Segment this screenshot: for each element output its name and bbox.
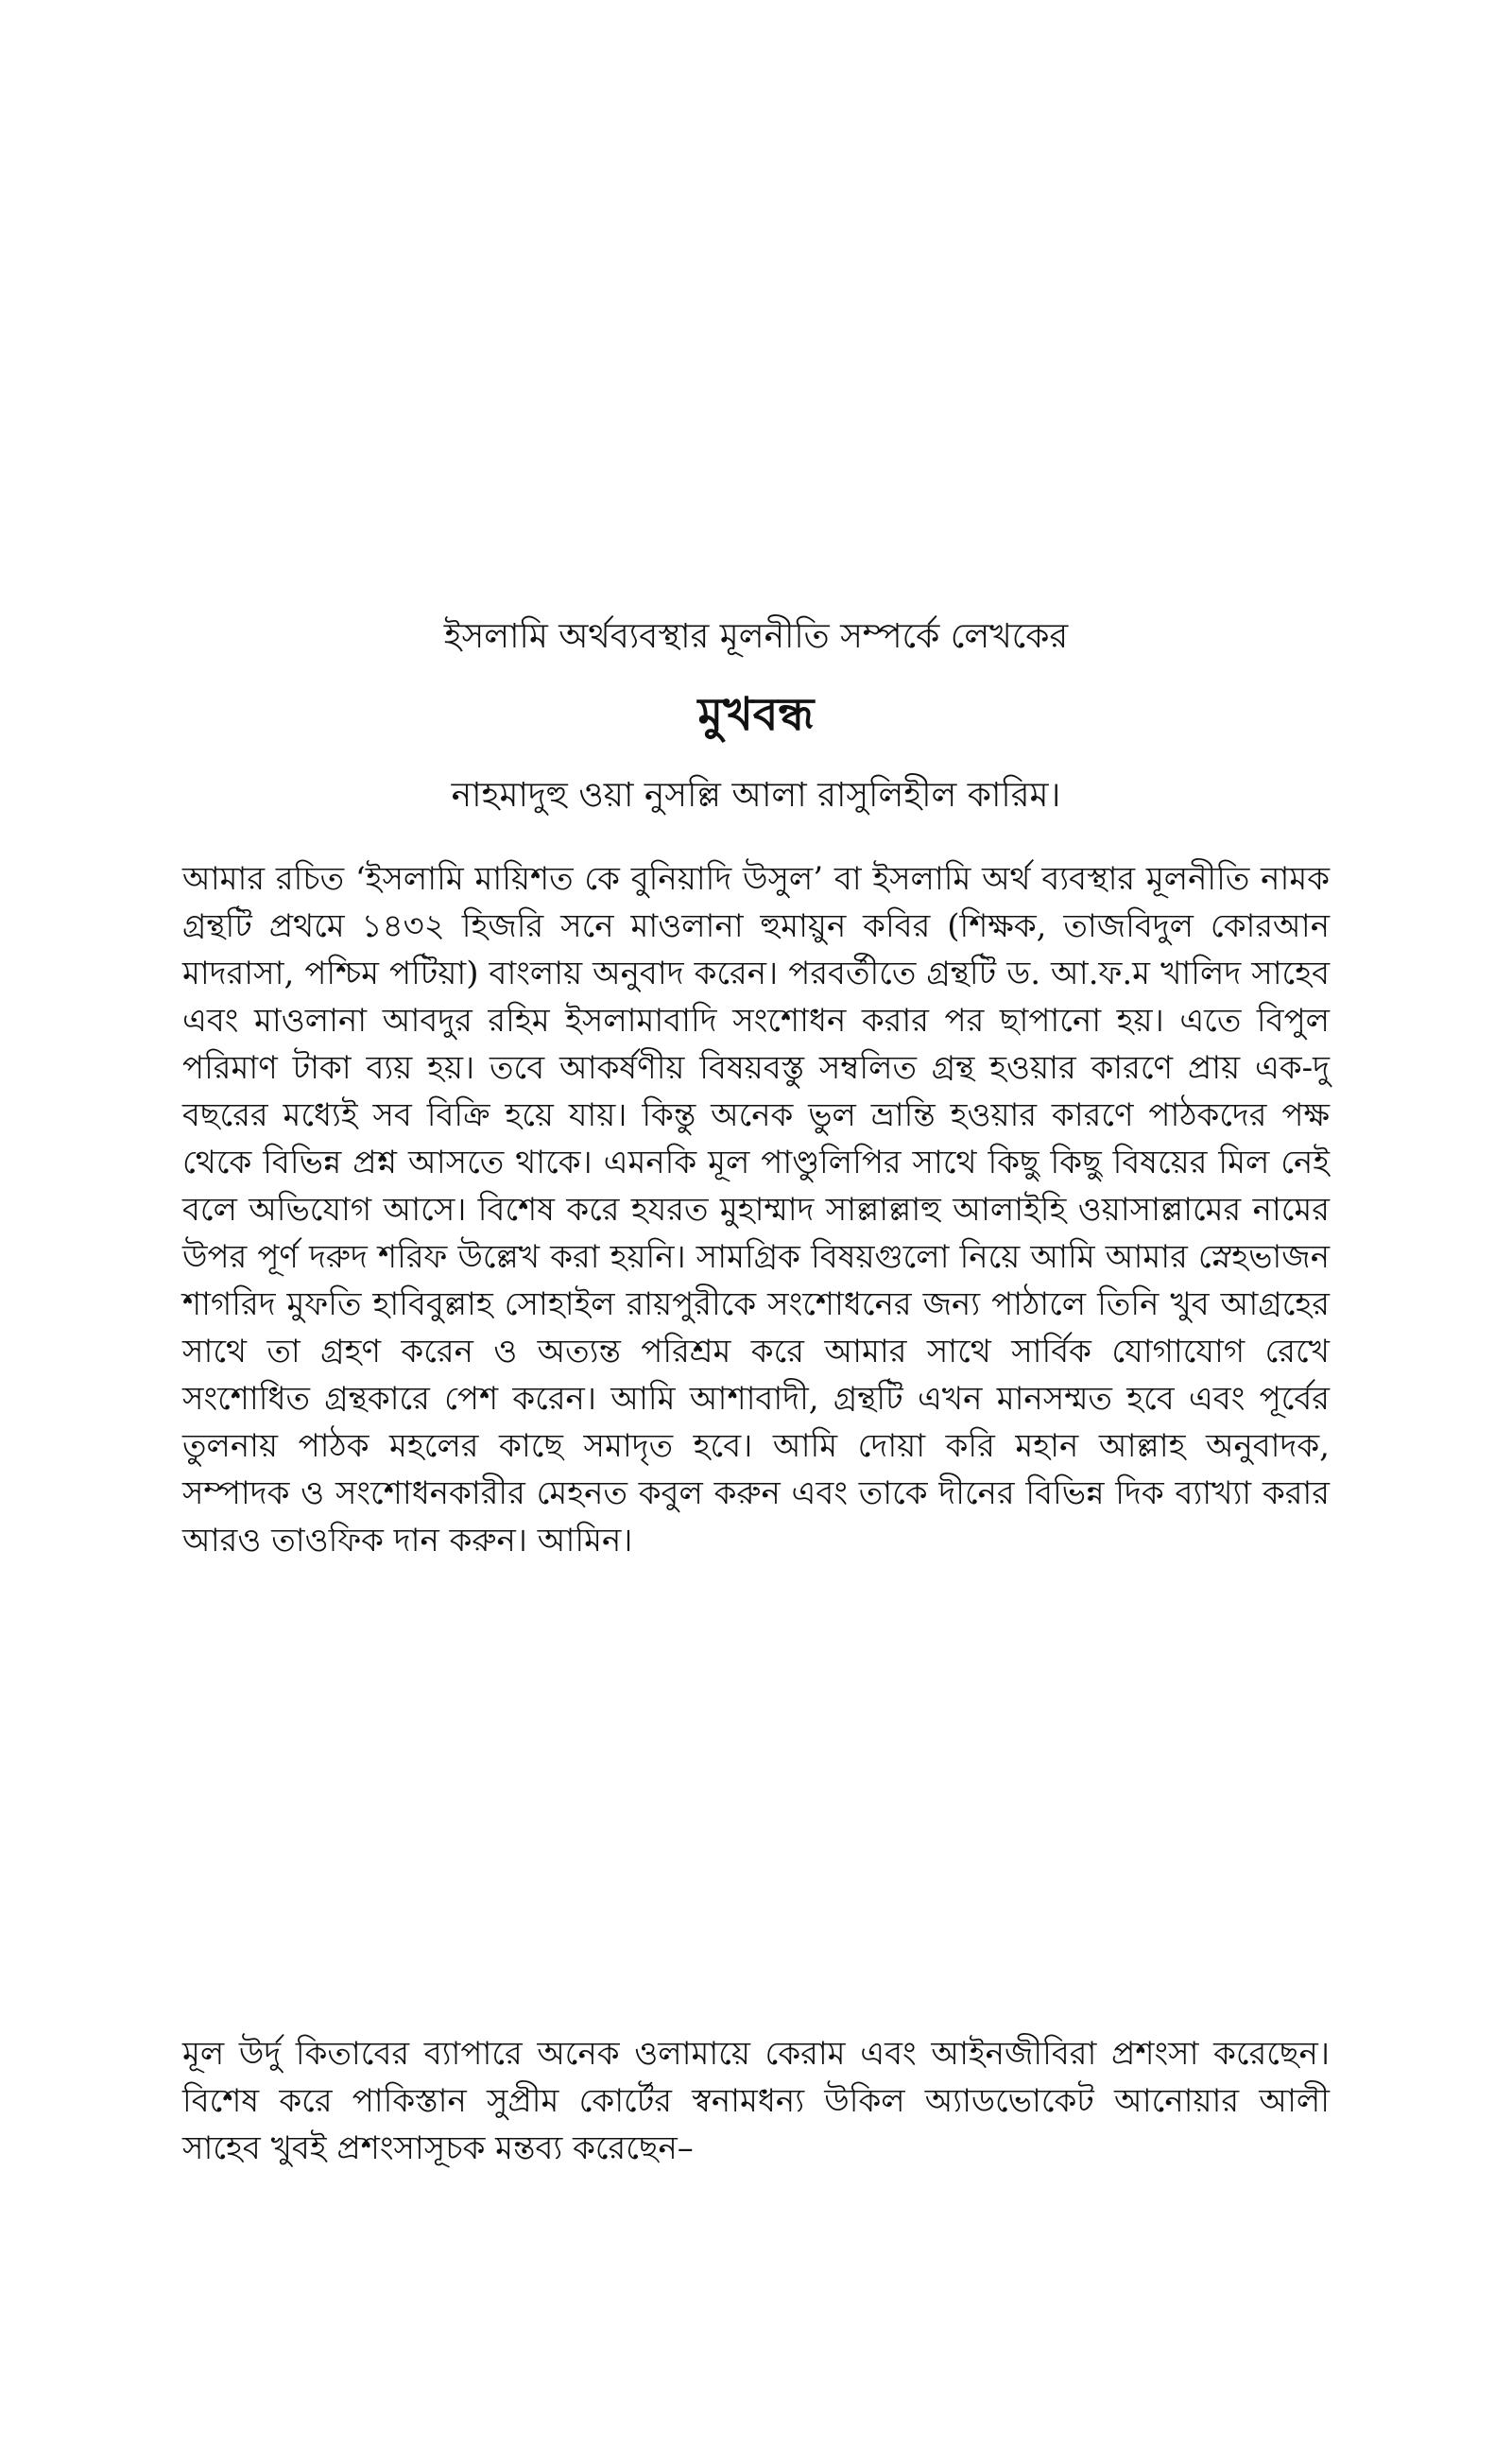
body-paragraph-1: আমার রচিত ‘ইসলামি মায়িশত কে বুনিয়াদি উসুল’ বা ইসলামি অর্থ ব্যবস্থার মূলনীতি নামক গ্রন্থটি প্রথমে ১৪৩২ হিজরি সনে মাওলানা হুমায়ুন কবির (শিক্ষক, তাজবিদুল কোরআন মাদরাসা, পশ্চিম পটিয়া) বাংলায় অনুবাদ করেন। পরবর্তীতে গ্রন্থটি ড. আ.ফ.ম খালিদ সাহেব এবং মাওলানা আবদুর রহিম ইসলামাবাদি সংশোধন করার পর ছাপানো হয়। এতে বিপুল পরিমাণ টাকা ব্যয় হয়। তবে আকর্ষণীয় বিষয়বস্তু সম্বলিত গ্রন্থ হওয়ার কারণে প্রায় এক-দু বছরের মধ্যেই সব বিক্রি হয়ে যায়। কিন্তু অনেক ভুল ভ্রান্তি হওয়ার কারণে পাঠকদের পক্ষ থেকে বিভিন্ন প্রশ্ন আসতে থাকে। এমনকি মূল পাণ্ডুলিপির সাথে কিছু কিছু বিষয়ের মিল নেই বলে অভিযোগ আসে। বিশেষ করে হযরত মুহাম্মাদ সাল্লাল্লাহু আলাইহি ওয়াসাল্লামের নামের উপর পূর্ণ দরুদ শরিফ উল্লেখ করা হয়নি। সামগ্রিক বিষয়গুলো নিয়ে আমি আমার স্নেহভাজন শাগরিদ মুফতি হাবিবুল্লাহ সোহাইল রায়পুরীকে সংশোধনের জন্য পাঠালে তিনি খুব আগ্রহের সাথে তা গ্রহণ করেন ও অত্যন্ত পরিশ্রম করে আমার সাথে সার্বিক যোগাযোগ রেখে সংশোধিত গ্রন্থকারে পেশ করেন। আমি আশাবাদী, গ্রন্থটি এখন মানসম্মত হবে এবং পূর্বের তুলনায় পাঠক মহলের কাছে সমাদৃত হবে। আমি দোয়া করি মহান আল্লাহ অনুবাদক, সম্পাদক ও সংশোধনকারীর মেহনত কবুল করুন এবং তাকে দীনের বিভিন্ন দিক ব্যাখ্যা করার আরও তাওফিক দান করুন। আমিন। (182, 860, 1330, 1559)
body-paragraph-2: মূল উর্দু কিতাবের ব্যাপারে অনেক ওলামায়ে কেরাম এবং আইনজীবিরা প্রশংসা করেছেন। বিশেষ করে পাকিস্তান সুপ্রীম কোর্টের স্বনামধন্য উকিল অ্যাডভোকেট আনোয়ার আলী সাহেব খুবই প্রশংসাসূচক মন্তব্য করেছেন– (182, 2035, 1330, 2167)
preface-subtitle: ইসলামি অর্থব্যবস্থার মূলনীতি সম্পর্কে লেখকের (443, 617, 1069, 656)
salutation-line: নাহমাদুহু ওয়া নুসল্লি আলা রাসুলিহীল কারিম। (451, 776, 1061, 815)
page-title: মুখবন্ধ (697, 688, 815, 741)
